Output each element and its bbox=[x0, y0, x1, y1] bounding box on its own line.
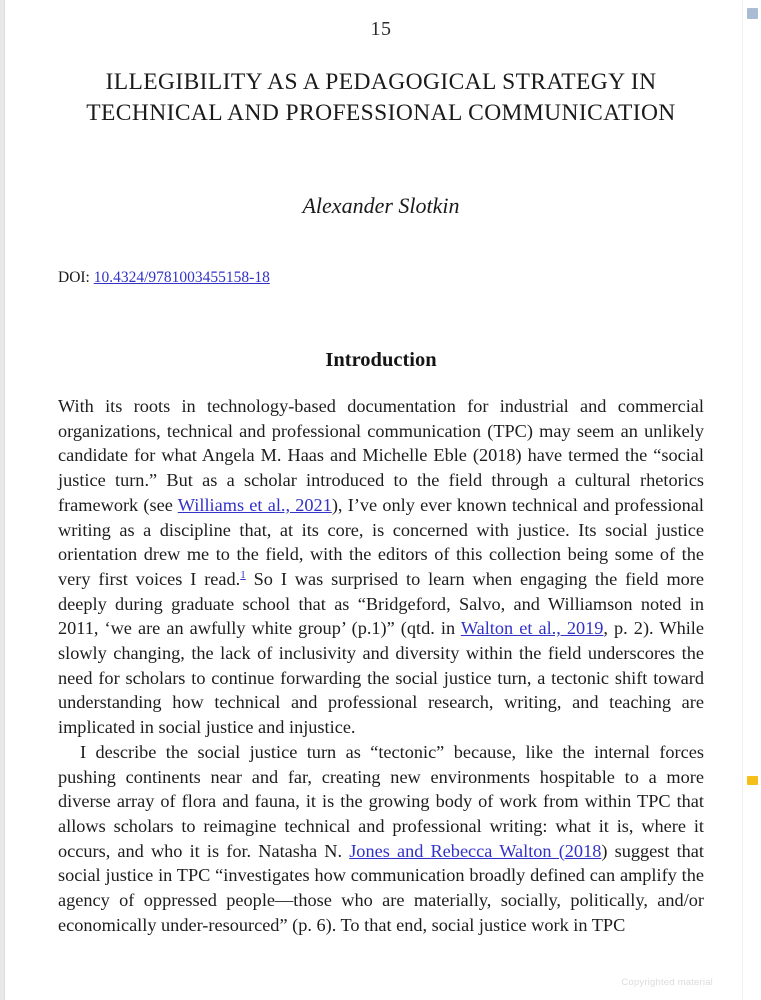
scrollbar-thumb[interactable] bbox=[747, 8, 758, 19]
scrollbar-search-marker[interactable] bbox=[747, 776, 758, 785]
paragraph-1-text-d: , p. 2). While slowly changing, the lack of inclusivity and diversity within the field underscores the need for scholars to continue forwarding the social justice turn, a tectonic shift toward understanding how technical and professional research, writing, and teaching are implicated in social justice and injustice. bbox=[58, 618, 704, 738]
scrollbar-track[interactable] bbox=[742, 0, 761, 1000]
citation-link-williams[interactable]: Williams et al., 2021 bbox=[177, 494, 332, 515]
page-number: 15 bbox=[370, 18, 392, 40]
doi-link[interactable]: 10.4324/9781003455158-18 bbox=[93, 269, 270, 286]
chapter-title: ILLEGIBILITY AS A PEDAGOGICAL STRATEGY IN TECHNICAL AND PROFESSIONAL COMMUNICATION bbox=[86, 69, 676, 126]
document-page bbox=[5, 0, 743, 1000]
paragraph-1-text-a: With its roots in technology-based documentation for industrial and commercial organizations, technical and professional communication (TPC) may seem an unlikely candidate for what Angela M. Haas and Michelle Eble (2018) have termed the “social justice turn.” But as a scholar introduced to the field through a cultural rhetorics framework (see bbox=[58, 396, 704, 515]
section-heading-introduction: Introduction bbox=[325, 349, 437, 371]
citation-link-walton[interactable]: Walton et al., 2019 bbox=[460, 618, 604, 639]
paragraph-2 bbox=[58, 740, 704, 938]
doi-line bbox=[58, 269, 704, 287]
paragraph-1-text-b: ), I’ve only ever known technical and professional writing as a discipline that, at its core, is concerned with justice. Its social justice orientation drew me to the field, with the editors of this collection being some of the very first voices I read. bbox=[58, 494, 705, 589]
paragraph-1-text-c: So I was surprised to learn when engaging the field more deeply during graduate school that as “Bridgeford, Salvo, and Williamson noted in 2011, ‘we are an awfully white group’ (p.1)” (qtd. in bbox=[58, 568, 705, 639]
author-name: Alexander Slotkin bbox=[302, 193, 460, 218]
citation-link-jones-walton[interactable]: Jones and Rebecca Walton (2018 bbox=[349, 840, 602, 861]
doi-label: DOI: bbox=[58, 269, 90, 286]
footnote-link-1[interactable]: 1 bbox=[240, 568, 246, 581]
page-content-column bbox=[58, 0, 704, 937]
copyright-watermark: Copyrighted material bbox=[621, 977, 713, 988]
paragraph-2-text-b: ) suggest that social justice in TPC “investigates how communication broadly defined can amplify the agency of oppressed people—those who are materially, socially, politically, and/or economically under-resourced” (p. 6). To that end, social justice work in TPC bbox=[58, 840, 704, 935]
paragraph-2-text-a: I describe the social justice turn as “tectonic” because, like the internal forces pushing continents near and far, creating new environments hospitable to a more diverse array of flora and fauna, it is the growing body of work from within TPC that allows scholars to reimagine technical and professional writing: what it is, where it occurs, and who it is for. Natasha N. bbox=[58, 741, 704, 861]
paragraph-1 bbox=[58, 394, 704, 740]
